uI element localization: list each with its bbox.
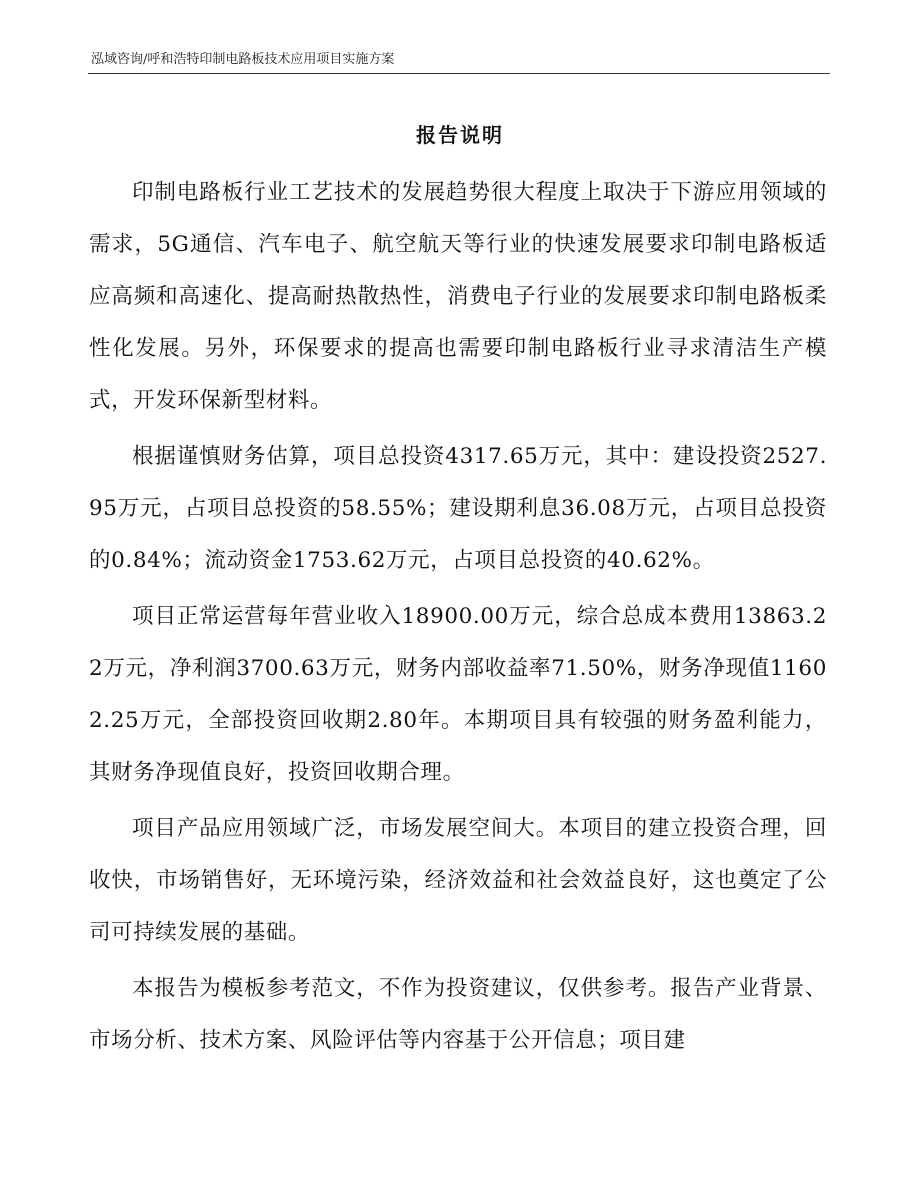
header-divider [88, 73, 830, 74]
running-header: 泓域咨询/呼和浩特印制电路板技术应用项目实施方案 [91, 52, 395, 67]
report-body [89, 167, 827, 1071]
paragraph-industry-trend: 印制电路板行业工艺技术的发展趋势很大程度上取决于下游应用领域的需求，5G通信、汽车电子、航空航天等行业的快速发展要求印制电路板适应高频和高速化、提高耐热散热性，消费电子行业的发展要求印制电路板柔性化发展。另外，环保要求的提高也需要印制电路板行业寻求清洁生产模式，开发环保新型材料。 [89, 180, 827, 413]
paragraph-investment: 根据谨慎财务估算，项目总投资4317.65万元，其中：建设投资2527.95万元，占项目总投资的58.55%；建设期利息36.08万元，占项目总投资的0.84%；流动资金1753.62万元，占项目总投资的40.62%。 [89, 444, 827, 573]
paragraph-disclaimer: 本报告为模板参考范文，不作为投资建议，仅供参考。报告产业背景、市场分析、技术方案、风险评估等内容基于公开信息；项目建 [89, 976, 827, 1053]
paragraph-market: 项目产品应用领域广泛，市场发展空间大。本项目的建立投资合理，回收快，市场销售好，无环境污染，经济效益和社会效益良好，这也奠定了公司可持续发展的基础。 [89, 816, 827, 945]
page-title: 报告说明 [416, 123, 504, 147]
paragraph-financials: 项目正常运营每年营业收入18900.00万元，综合总成本费用13863.22万元，净利润3700.63万元，财务内部收益率71.50%，财务净现值11602.25万元，全部投资回收期2.80年。本期项目具有较强的财务盈利能力，其财务净现值良好，投资回收期合理。 [89, 604, 827, 785]
